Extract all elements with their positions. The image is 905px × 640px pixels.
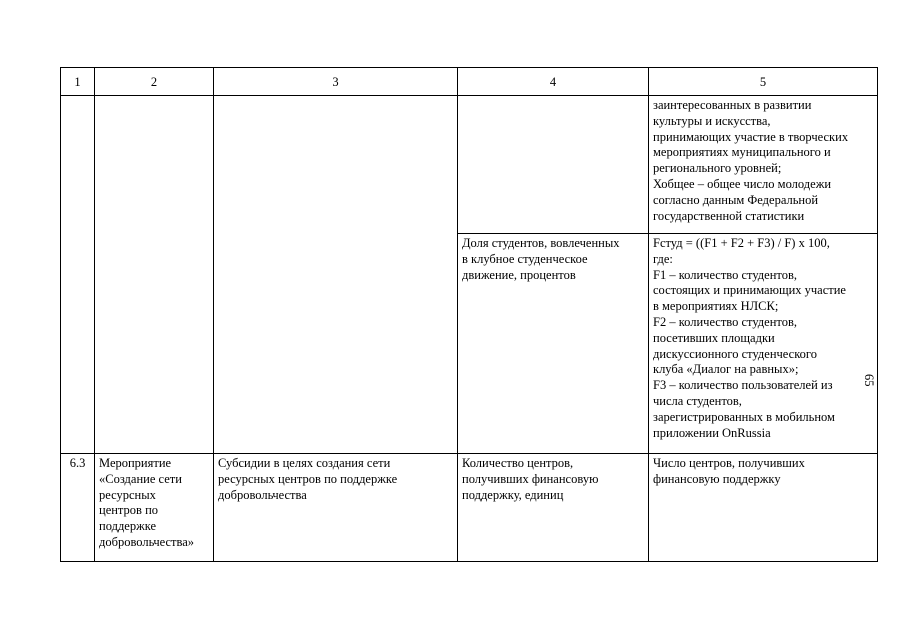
- row-number-cell: 6.3: [61, 454, 95, 562]
- header-cell-5: 5: [649, 68, 878, 96]
- event-cell: [95, 96, 214, 454]
- main-table: [60, 67, 878, 562]
- header-cell-3: 3: [214, 68, 458, 96]
- table-row: [61, 96, 878, 234]
- method-cell: Fстуд = ((F1 + F2 + F3) / F) x 100, где: F1 – количество студентов, состоящих и принимающих участие в мероприятиях НЛСК; F2 – количество студентов, посетивших площадки дискуссионного студенческого клуба «Диалог на равных»; F3 – количество пользователей из числа студентов, зарегистрированных в мобильном приложении OnRussia: [649, 234, 878, 454]
- header-cell-4: 4: [458, 68, 649, 96]
- header-cell-1: 1: [61, 68, 95, 96]
- row-number-cell: [61, 96, 95, 454]
- table-row: [61, 454, 878, 562]
- indicator-cell: Доля студентов, вовлеченных в клубное студенческое движение, процентов: [458, 234, 649, 454]
- indicator-cell: [458, 96, 649, 234]
- indicator-cell: Количество центров, получивших финансовую поддержку, единиц: [458, 454, 649, 562]
- event-cell: Мероприятие «Создание сети ресурсных центров по поддержке добровольчества»: [95, 454, 214, 562]
- description-cell: [214, 96, 458, 454]
- header-cell-2: 2: [95, 68, 214, 96]
- description-cell: Субсидии в целях создания сети ресурсных центров по поддержке добровольчества: [214, 454, 458, 562]
- method-cell: Число центров, получивших финансовую поддержку: [649, 454, 878, 562]
- header-row: [61, 68, 878, 96]
- method-cell: заинтересованных в развитии культуры и искусства, принимающих участие в творческих мероприятиях муниципального и регионального уровней; Хобщее – общее число молодежи согласно данным Федеральной государственной статистики: [649, 96, 878, 234]
- page-number: 65: [862, 374, 876, 387]
